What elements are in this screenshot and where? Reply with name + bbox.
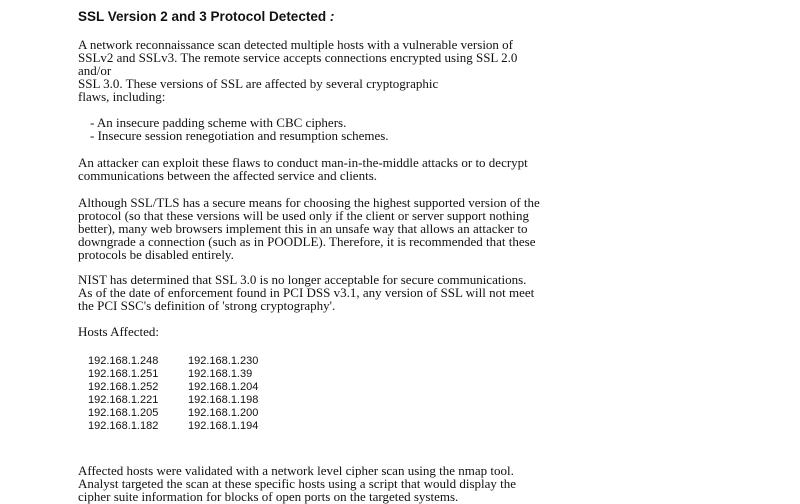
host-ip: 192.168.1.205	[88, 407, 159, 419]
validation-paragraph	[78, 464, 778, 503]
text-line: As of the date of enforcement found in PCI DSS v3.1, any version of SSL will not meet	[78, 285, 535, 300]
host-ip: 192.168.1.182	[88, 420, 159, 432]
text-line: protocols be disabled entirely.	[78, 247, 234, 262]
host-ip: 192.168.1.198	[188, 394, 259, 406]
host-ip: 192.168.1.251	[88, 368, 159, 380]
title-text: SSL Version 2 and 3 Protocol Detected	[78, 9, 327, 24]
text-line: communications between the affected service and clients.	[78, 168, 377, 183]
text-line: Analyst targeted the scan at these specific hosts using a script that would display the	[78, 476, 517, 491]
text-line: A network reconnaissance scan detected multiple hosts with a vulnerable version of	[78, 37, 514, 52]
text-line: downgrade a connection (such as in POODLE). Therefore, it is recommended that these	[78, 234, 536, 249]
attack-paragraph	[78, 156, 778, 182]
host-ip: 192.168.1.204	[188, 381, 259, 393]
text-line: the PCI SSC's definition of 'strong cryptography'.	[78, 298, 336, 313]
flaw-list	[90, 116, 778, 142]
text-line: flaws, including:	[78, 89, 166, 104]
text-line: Affected hosts were validated with a network level cipher scan using the nmap tool.	[78, 463, 514, 478]
text-line: NIST has determined that SSL 3.0 is no longer acceptable for secure communications.	[78, 272, 527, 287]
text-line: Although SSL/TLS has a secure means for choosing the highest supported version of the	[78, 195, 540, 210]
text-line: An attacker can exploit these flaws to conduct man-in-the-middle attacks or to decrypt	[78, 155, 528, 170]
list-item: - An insecure padding scheme with CBC ciphers.	[90, 115, 347, 130]
text-line: better), many web browsers implement this in an unsafe way that allows an attacker to	[78, 221, 528, 236]
text-line: cipher suite information for blocks of open ports on the targeted systems.	[78, 489, 459, 504]
host-ip: 192.168.1.194	[188, 420, 259, 432]
downgrade-paragraph	[78, 196, 778, 261]
text-line: SSL 3.0. These versions of SSL are affected by several cryptographic	[78, 76, 439, 91]
list-item: - Insecure session renegotiation and resumption schemes.	[90, 128, 389, 143]
hosts-table	[88, 355, 778, 433]
text-line: SSLv2 and SSLv3. The remote service accepts connections encrypted using SSL 2.0	[78, 50, 518, 65]
hosts-affected-heading: Hosts Affected:	[78, 324, 159, 339]
text-line: protocol (so that these versions will be used only if the client or server support nothing	[78, 208, 529, 223]
host-ip: 192.168.1.248	[88, 355, 159, 367]
host-ip: 192.168.1.39	[188, 368, 253, 380]
title-colon: :	[329, 9, 335, 24]
text-line: and/or	[78, 63, 112, 78]
host-ip: 192.168.1.200	[188, 407, 259, 419]
document-title	[78, 8, 778, 25]
host-ip: 192.168.1.252	[88, 381, 159, 393]
intro-paragraph	[78, 38, 778, 103]
host-ip: 192.168.1.221	[88, 394, 159, 406]
document	[78, 8, 778, 503]
host-ip: 192.168.1.230	[188, 355, 259, 367]
nist-paragraph	[78, 273, 778, 312]
